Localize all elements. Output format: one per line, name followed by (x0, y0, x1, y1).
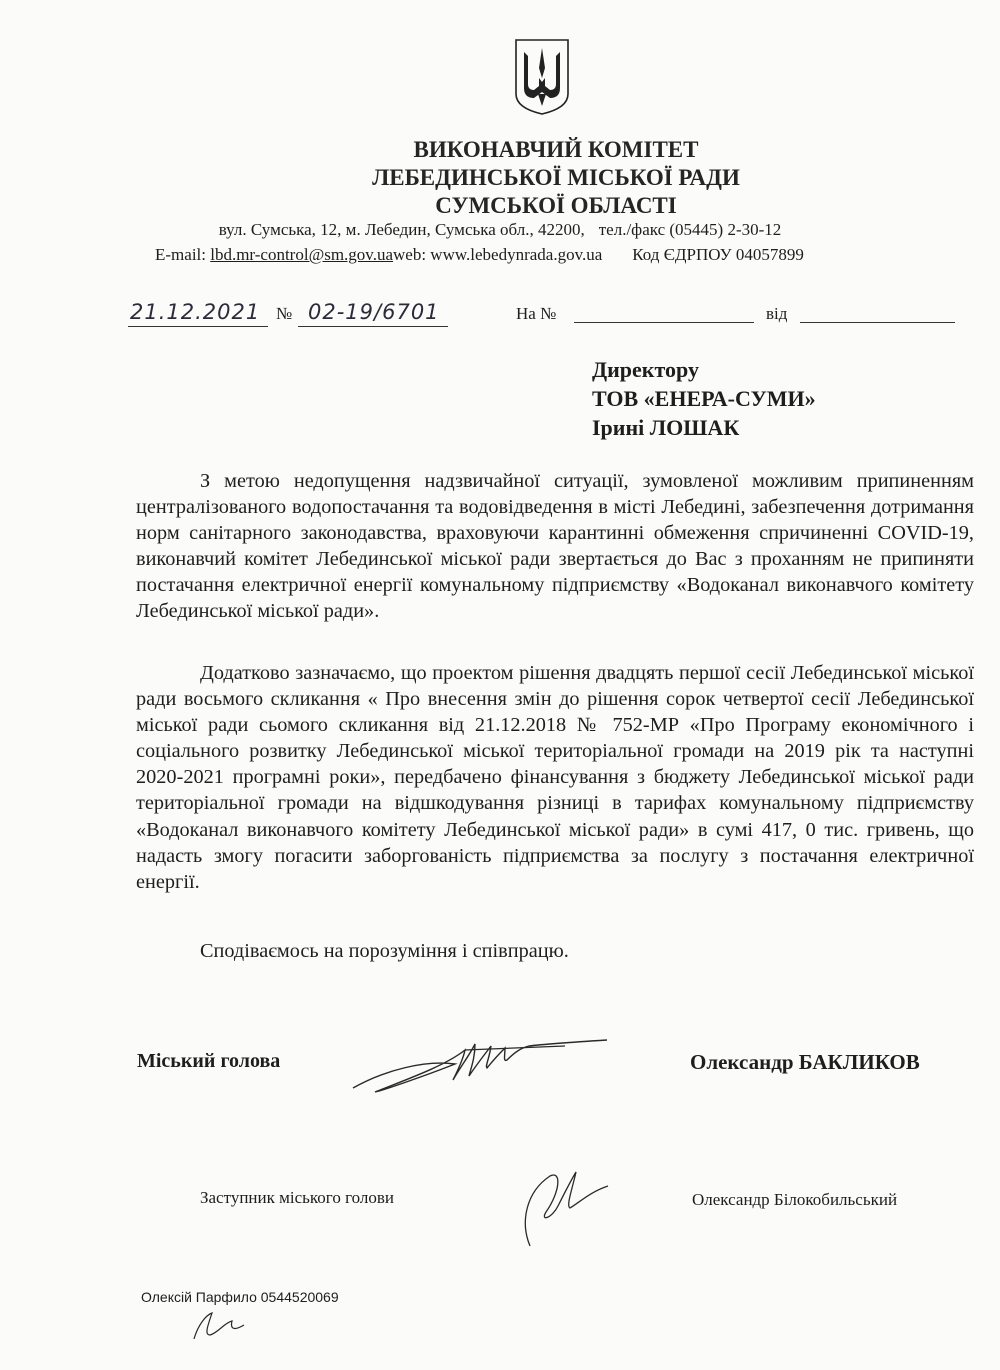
contact-line (155, 245, 804, 265)
outgoing-number: 02-19/6701 (308, 300, 440, 324)
deputy-name: Олександр Білокобильський (692, 1190, 898, 1209)
postal-address: вул. Сумська, 12, м. Лебедин, Сумська обл., 42200, (218, 220, 585, 239)
from-label: від (766, 304, 788, 323)
number-underline (298, 326, 448, 327)
body-paragraph-1: З метою недопущення надзвичайної ситуації, зумовленої можливим припиненням централізованого водопостачання та водовідведення в місті Лебедині, забезпечення дотримання норм санітарного законодавства, враховуючи карантинні обмеження спричиненні COVID-19, виконавчий комітет Лебединської міської ради звертається до Вас з проханням не припиняти постачання електричної енергії комунальному підприємству «Водоканал виконавчого комітету Лебединської міської ради». (136, 470, 974, 623)
number-sign: № (276, 304, 293, 323)
in-reply-label: На № (516, 304, 557, 323)
mayor-title: Міський голова (137, 1050, 281, 1072)
body-paragraph-3: Сподіваємось на порозуміння і співпрацю. (200, 940, 569, 962)
date-underline (128, 326, 268, 327)
addressee-company: ТОВ «ЕНЕРА-СУМИ» (592, 386, 816, 411)
registration-line (118, 300, 968, 330)
outgoing-date: 21.12.2021 (130, 300, 261, 324)
deputy-title: Заступник міського голови (200, 1188, 395, 1207)
executor-initials-icon (188, 1305, 258, 1345)
executor-contact: Олексій Парфило 0544520069 (141, 1289, 339, 1305)
body-paragraph-2: Додатково зазначаємо, що проектом рішення двадцять першої сесії Лебединської міської ради восьмого скликання « Про внесення змін до рішення сорок четвертої сесії Лебединської міської ради сьомого скликання від 21.12.2018 № 752-МР «Про Програму економічного і соціального розвитку Лебединської міської територіальної громади на 2019 рік та наступні 2020-2021 програмні роки», передбачено фінансування з бюджету Лебединської міської ради територіальної громади на відшкодування різниці в тарифах комунальному підприємству «Водоканал виконавчого комітету Лебединської міської ради» в сумі 417, 0 тис. гривень, що надасть змогу погасити заборгованість підприємства за послугу з постачання електричної енергії. (136, 662, 974, 893)
from-blank (800, 322, 955, 323)
edrpou-code: Код ЄДРПОУ 04057899 (632, 245, 804, 264)
org-title-line1: ВИКОНАВЧИЙ КОМІТЕТ (413, 137, 699, 162)
address-line (0, 220, 1000, 240)
trident-emblem-icon (512, 38, 572, 116)
addressee-name: Ірині ЛОШАК (592, 415, 740, 440)
in-reply-blank (574, 322, 754, 323)
email-link[interactable]: lbd.mr-control@sm.gov.ua (210, 245, 394, 264)
org-title-line2: ЛЕБЕДИНСЬКОЇ МІСЬКОЇ РАДИ (372, 165, 740, 190)
deputy-signature-icon (500, 1162, 620, 1252)
addressee-position: Директору (592, 357, 699, 382)
org-title-line3: СУМСЬКОЇ ОБЛАСТІ (435, 193, 677, 218)
mayor-signature-icon (345, 1030, 615, 1100)
mayor-name: Олександр БАКЛИКОВ (690, 1050, 920, 1074)
website[interactable]: web: www.lebedynrada.gov.ua (393, 245, 603, 264)
phone-fax: тел./факс (05445) 2-30-12 (598, 220, 782, 239)
email-label: E-mail: (155, 245, 206, 264)
